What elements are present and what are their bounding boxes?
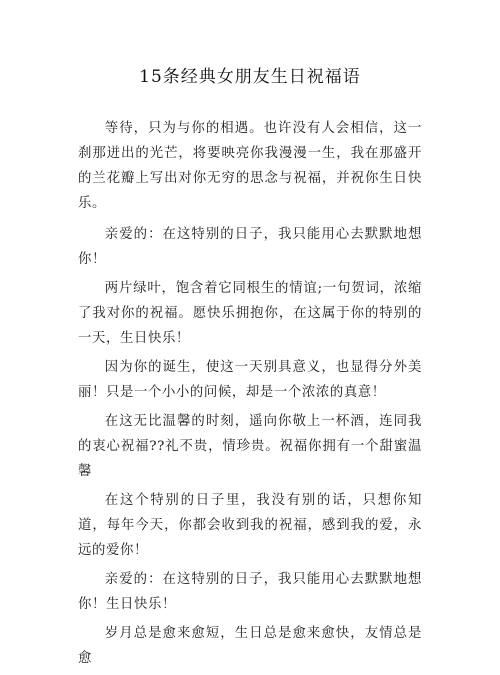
paragraph: 在这个特别的日子里，我没有别的话，只想你知道，每年今天，你都会收到我的祝福，感到我的爱，永远的爱你！ [78, 493, 422, 558]
paragraph: 因为你的诞生，使这一天别具意义，也显得分外美丽！只是一个小小的问候，却是一个浓浓的真意！ [78, 360, 422, 400]
paragraph: 亲爱的：在这特别的日子，我只能用心去默默地想你！ [78, 227, 422, 267]
paragraph: 两片绿叶，饱含着它同根生的情谊;一句贺词，浓缩了我对你的祝福。愿快乐拥抱你，在这属于你的特别的一天，生日快乐！ [78, 281, 422, 346]
paragraph: 等待，只为与你的相遇。也许没有人会相信，这一刹那迸出的光芒，将要映亮你我漫漫一生，我在那盛开的兰花瓣上写出对你无穷的思念与祝福，并祝你生日快乐。 [78, 121, 422, 211]
document-body [78, 116, 422, 675]
paragraph: 亲爱的：在这特别的日子，我只能用心去默默地想你！生日快乐！ [78, 572, 422, 612]
paragraph: 岁月总是愈来愈短，生日总是愈来愈快，友情总是愈 [78, 626, 422, 666]
paragraph: 在这无比温馨的时刻，遥向你敬上一杯酒，连同我的衷心祝福??礼不贵，情珍贵。祝福你拥有一个甜蜜温馨 [78, 414, 422, 479]
page-title: 15条经典女朋友生日祝福语 [139, 67, 361, 87]
